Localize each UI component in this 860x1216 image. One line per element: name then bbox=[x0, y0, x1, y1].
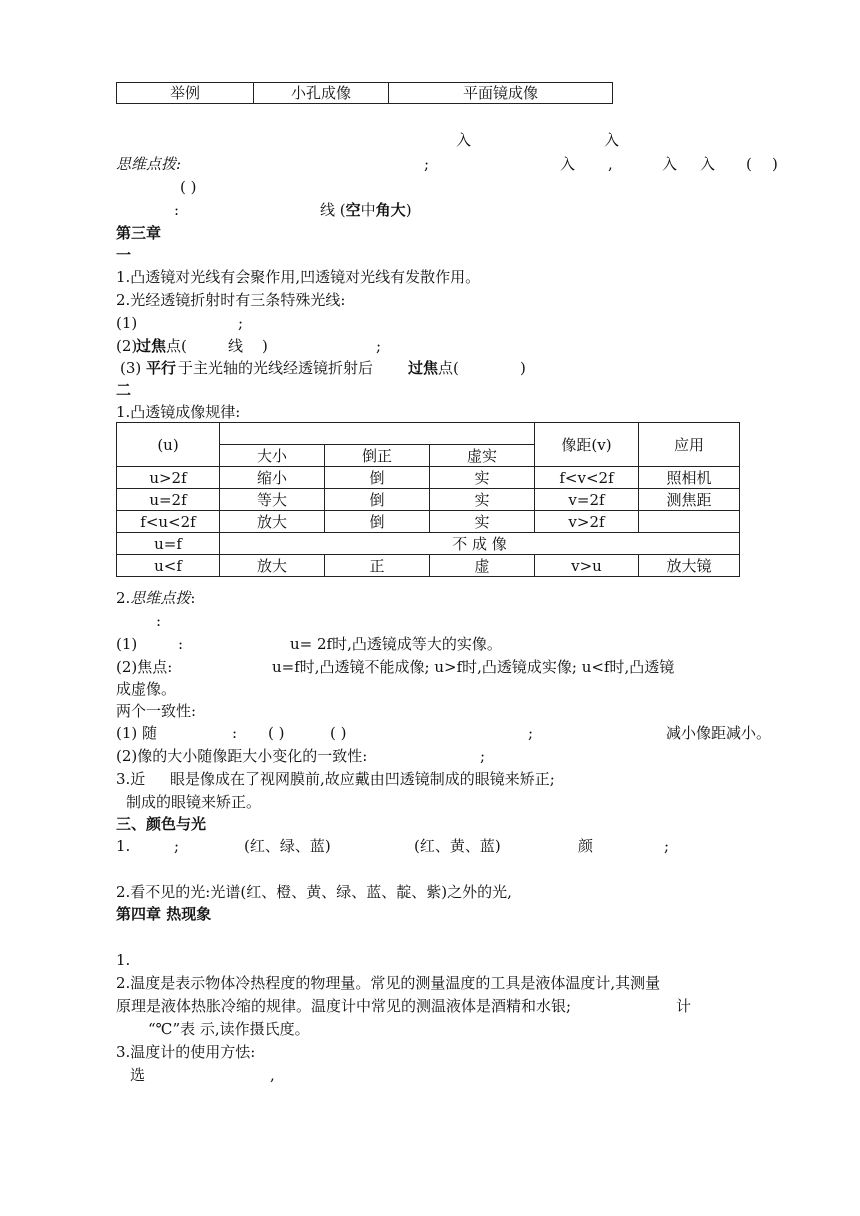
text-fragment: 点( bbox=[166, 337, 187, 355]
table-cell: u>2f bbox=[117, 467, 220, 489]
text-fragment: ; bbox=[174, 837, 180, 855]
examples-table bbox=[116, 82, 613, 104]
text-fragment: (3) bbox=[120, 359, 142, 377]
text-fragment: (1) bbox=[116, 635, 138, 653]
text-fragment: (2) bbox=[116, 337, 138, 355]
table-header bbox=[220, 423, 535, 445]
table-cell: 平面镜成像 bbox=[389, 83, 613, 104]
text-fragment: 1. bbox=[116, 951, 131, 969]
text-fragment: 选 bbox=[130, 1066, 146, 1084]
table-cell: 实 bbox=[430, 511, 535, 533]
text-fragment: 于主光轴的光线经透镜折射后 bbox=[178, 359, 374, 377]
text-fragment: 成虚像。 bbox=[116, 680, 177, 698]
text-fragment: : bbox=[178, 635, 184, 653]
table-cell: 小孔成像 bbox=[254, 83, 389, 104]
table-row bbox=[117, 489, 740, 511]
text-fragment: ; bbox=[664, 837, 670, 855]
table-row bbox=[117, 467, 740, 489]
table-cell: 照相机 bbox=[639, 467, 740, 489]
text-fragment: : bbox=[190, 589, 196, 607]
text-fragment: 思维点拨 bbox=[130, 589, 191, 607]
text-fragment: ) bbox=[262, 337, 268, 355]
text-fragment: 过焦 bbox=[136, 337, 167, 355]
paragraph: 1.凸透镜对光线有会聚作用,凹透镜对光线有发散作用。 bbox=[116, 268, 481, 286]
text-fragment: (红、绿、蓝) bbox=[244, 837, 331, 855]
text-fragment: 入 bbox=[604, 131, 620, 149]
paragraph: 原理是液体热胀冷缩的规律。温度计中常见的测温液体是酒精和水银; bbox=[116, 997, 572, 1015]
lens-imaging-table bbox=[116, 422, 740, 577]
text-fragment: 入 bbox=[560, 155, 576, 173]
text-fragment: (2)焦点: bbox=[116, 658, 173, 676]
text-fragment: ; bbox=[376, 337, 382, 355]
text-fragment: 2. bbox=[116, 589, 131, 607]
table-cell: 实 bbox=[430, 489, 535, 511]
chapter-title: 第四章 热现象 bbox=[116, 905, 212, 923]
text-fragment: (1) bbox=[116, 314, 138, 332]
text-fragment: 线 ( bbox=[320, 201, 346, 219]
text-fragment: 入 bbox=[456, 131, 472, 149]
text-fragment: ( ) bbox=[180, 178, 197, 196]
table-cell: 等大 bbox=[220, 489, 325, 511]
section-heading: 一 bbox=[116, 246, 132, 264]
text-fragment: ) bbox=[520, 359, 526, 377]
text-fragment: 制成的眼镜来矫正。 bbox=[126, 793, 262, 811]
text-fragment: ( ) bbox=[268, 724, 285, 742]
table-header: 应用 bbox=[639, 423, 740, 467]
paragraph: 2.光经透镜折射时有三条特殊光线: bbox=[116, 291, 346, 309]
table-cell: 测焦距 bbox=[639, 489, 740, 511]
table-cell: f<v<2f bbox=[535, 467, 639, 489]
text-fragment: 线 bbox=[228, 337, 244, 355]
text-fragment: (红、黄、蓝) bbox=[414, 837, 501, 855]
table-cell: 放大 bbox=[220, 555, 325, 577]
table-cell: 倒 bbox=[325, 511, 430, 533]
paragraph: 2.温度是表示物体冷热程度的物理量。常见的测量温度的工具是液体温度计,其测量 bbox=[116, 974, 661, 992]
table-cell: 倒 bbox=[325, 467, 430, 489]
text-fragment: 入 bbox=[700, 155, 716, 173]
table-cell: u<f bbox=[117, 555, 220, 577]
text-fragment: 减小像距减小。 bbox=[666, 724, 772, 742]
table-header: 虚实 bbox=[430, 445, 535, 467]
text-fragment: (1) 随 bbox=[116, 724, 158, 742]
text-fragment: 3.近 bbox=[116, 770, 146, 788]
text-fragment: ( ) bbox=[330, 724, 347, 742]
text-fragment: ; bbox=[238, 314, 244, 332]
text-fragment: 角 bbox=[375, 201, 391, 219]
text-fragment: : bbox=[232, 724, 238, 742]
text-fragment: 颜 bbox=[578, 837, 594, 855]
text-fragment: 计 bbox=[676, 997, 692, 1015]
chapter-title: 第三章 bbox=[116, 224, 162, 242]
table-header: 像距(v) bbox=[535, 423, 639, 467]
paragraph: 2.看不见的光:光谱(红、橙、黄、绿、蓝、靛、紫)之外的光, bbox=[116, 883, 512, 901]
table-cell: u=f bbox=[117, 533, 220, 555]
table-cell: 缩小 bbox=[220, 467, 325, 489]
text-fragment: u= 2f时,凸透镜成等大的实像。 bbox=[290, 635, 502, 653]
text-fragment: 两个一致性: bbox=[116, 702, 197, 720]
text-fragment: ( bbox=[746, 155, 752, 173]
table-row bbox=[117, 533, 740, 555]
paragraph: 3.温度计的使用方怯: bbox=[116, 1043, 256, 1061]
text-fragment: 眼是像成在了视网膜前,故应戴由凹透镜制成的眼镜来矫正; bbox=[170, 770, 555, 788]
table-row bbox=[117, 511, 740, 533]
text-fragment: : bbox=[174, 201, 180, 219]
section-heading: 二 bbox=[116, 381, 132, 399]
text-fragment: ; bbox=[528, 724, 534, 742]
table-header: 大小 bbox=[220, 445, 325, 467]
section-heading: 三、颜色与光 bbox=[116, 815, 207, 833]
text-fragment: 点( bbox=[438, 359, 459, 377]
text-fragment: (2)像的大小随像距大小变化的一致性: bbox=[116, 747, 368, 765]
text-fragment: : bbox=[156, 612, 162, 630]
text-fragment: 大 bbox=[390, 201, 406, 219]
table-header: (u) bbox=[117, 423, 220, 467]
table-cell: 正 bbox=[325, 555, 430, 577]
table-cell: 实 bbox=[430, 467, 535, 489]
table-cell: v>2f bbox=[535, 511, 639, 533]
table-cell: v=2f bbox=[535, 489, 639, 511]
text-fragment: 过焦 bbox=[408, 359, 439, 377]
text-fragment bbox=[320, 200, 412, 220]
table-cell: f<u<2f bbox=[117, 511, 220, 533]
table-cell: v>u bbox=[535, 555, 639, 577]
text-fragment: 1. bbox=[116, 837, 131, 855]
table-header: 倒正 bbox=[325, 445, 430, 467]
table-cell: 虚 bbox=[430, 555, 535, 577]
text-fragment: 平行 bbox=[146, 359, 177, 377]
text-fragment: ; bbox=[480, 747, 486, 765]
table-cell: 倒 bbox=[325, 489, 430, 511]
text-fragment: , bbox=[270, 1066, 275, 1084]
table-cell: 放大 bbox=[220, 511, 325, 533]
text-fragment: “℃”表 示,读作摄氏度。 bbox=[148, 1020, 310, 1038]
paragraph: 1.凸透镜成像规律: bbox=[116, 403, 241, 421]
table-cell: 不 成 像 bbox=[220, 533, 740, 555]
text-fragment: ) bbox=[405, 201, 412, 219]
text-fragment: 中 bbox=[360, 201, 376, 219]
text-fragment: , bbox=[608, 155, 613, 173]
text-fragment: ) bbox=[772, 155, 778, 173]
table-cell bbox=[639, 511, 740, 533]
text-fragment: 空 bbox=[345, 201, 361, 219]
thinking-label: 思维点拨: bbox=[116, 155, 182, 173]
text-fragment: 入 bbox=[662, 155, 678, 173]
table-row bbox=[117, 555, 740, 577]
table-cell: 举例 bbox=[117, 83, 254, 104]
text-fragment: u=f时,凸透镜不能成像; u>f时,凸透镜成实像; u<f时,凸透镜 bbox=[272, 658, 675, 676]
table-cell: 放大镜 bbox=[639, 555, 740, 577]
table-cell: u=2f bbox=[117, 489, 220, 511]
text-fragment: ; bbox=[424, 155, 430, 173]
text-fragment bbox=[116, 588, 195, 608]
